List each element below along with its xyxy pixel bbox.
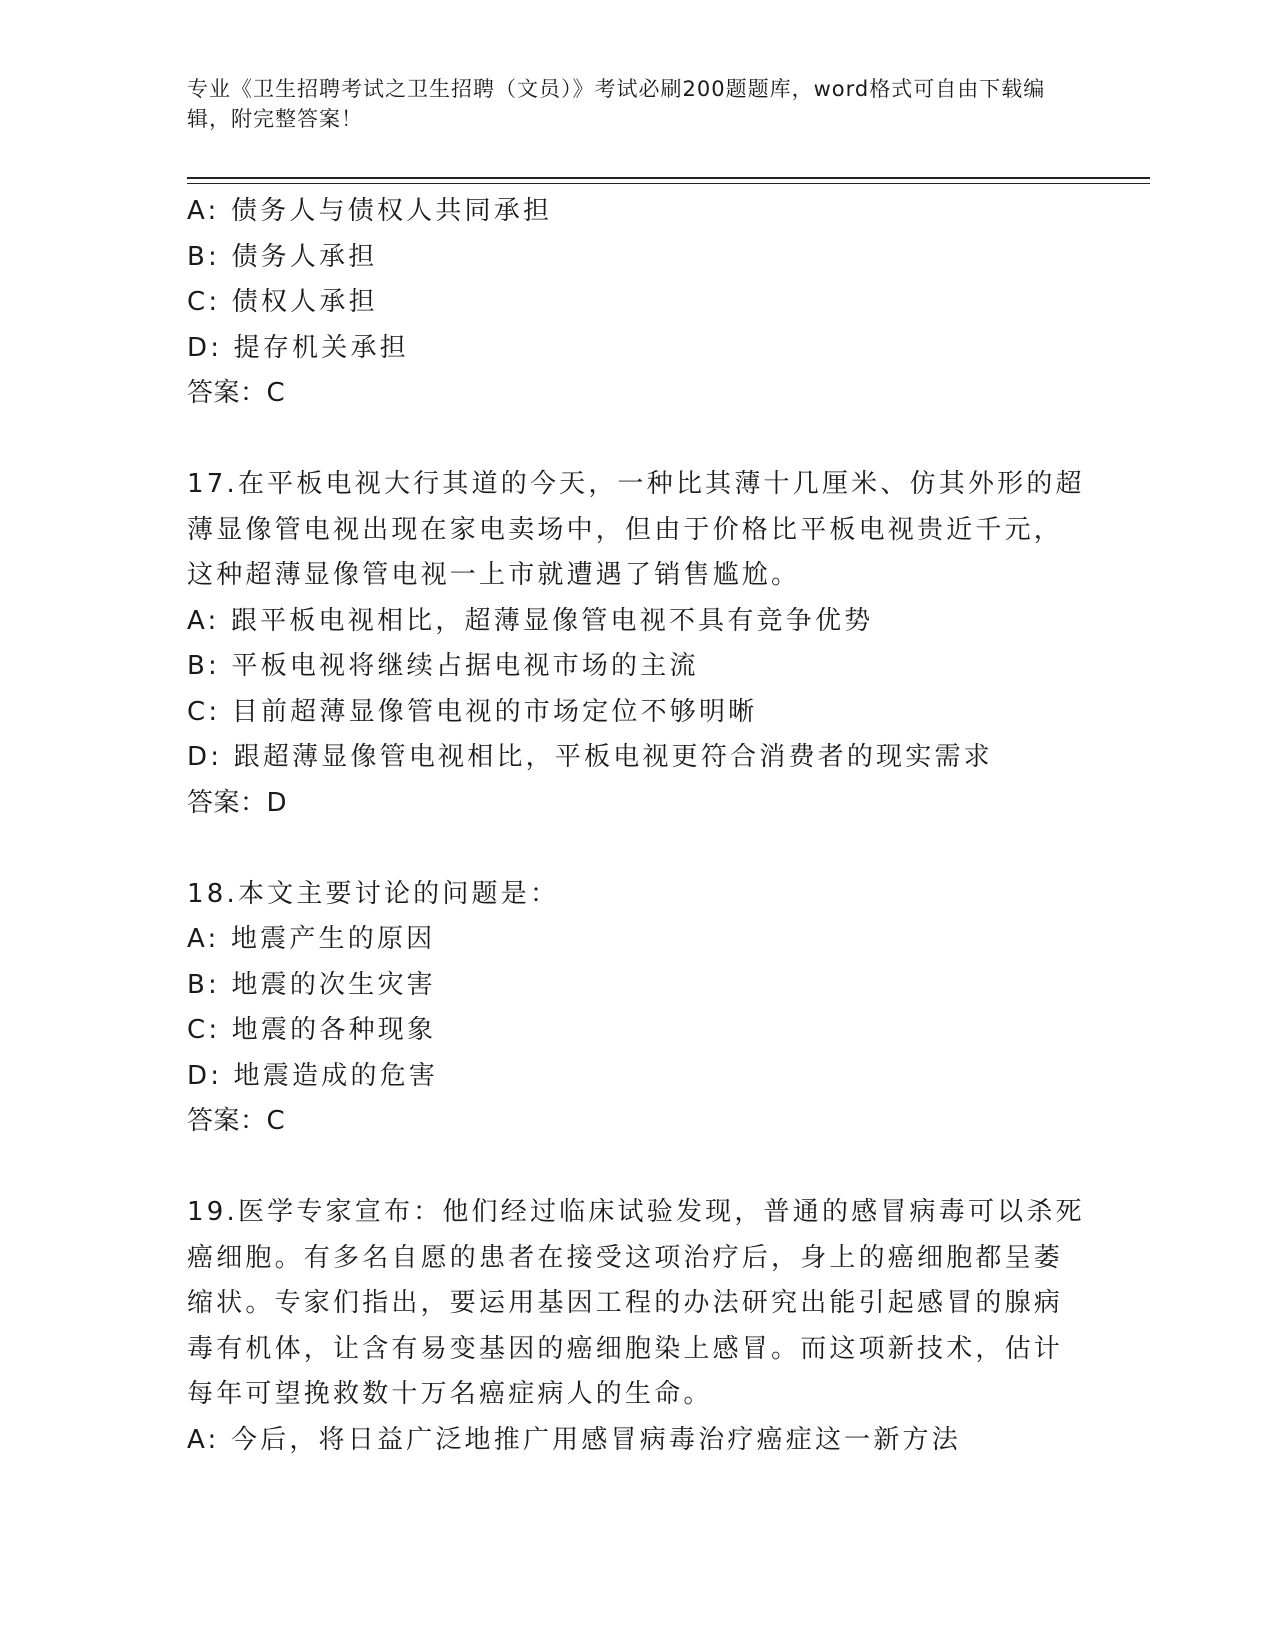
question-stem-line: 癌细胞。有多名自愿的患者在接受这项治疗后，身上的癌细胞都呈萎 bbox=[187, 1242, 1064, 1273]
option-a: A: 跟平板电视相比，超薄显像管电视不具有竞争优势 bbox=[187, 605, 874, 636]
header-rule-thick bbox=[187, 177, 1150, 179]
question-stem-line: 19.医学专家宣布：他们经过临床试验发现，普通的感冒病毒可以杀死 bbox=[187, 1197, 1085, 1227]
option-a: A: 今后，将日益广泛地推广用感冒病毒治疗癌症这一新方法 bbox=[187, 1424, 961, 1455]
answer-line: 答案：D bbox=[187, 787, 288, 818]
option-d: D: 地震造成的危害 bbox=[187, 1060, 439, 1091]
spacer bbox=[187, 417, 1087, 463]
question-stem-line: 18.本文主要讨论的问题是： bbox=[187, 878, 560, 909]
question-16 bbox=[187, 189, 1087, 417]
option-c: C: 债权人承担 bbox=[187, 287, 378, 317]
option-b: B: 平板电视将继续占据电视市场的主流 bbox=[187, 651, 699, 681]
question-19 bbox=[187, 1190, 1087, 1463]
question-stem-line: 17.在平板电视大行其道的今天，一种比其薄十几厘米、仿其外形的超 bbox=[187, 469, 1085, 499]
option-b: B: 地震的次生灾害 bbox=[187, 969, 436, 1000]
question-stem-line: 缩状。专家们指出，要运用基因工程的办法研究出能引起感冒的腺病 bbox=[187, 1288, 1064, 1318]
question-stem-line: 薄显像管电视出现在家电卖场中，但由于价格比平板电视贵近千元， bbox=[187, 514, 1064, 545]
option-b: B: 债务人承担 bbox=[187, 241, 378, 272]
option-a: A: 债务人与债权人共同承担 bbox=[187, 196, 553, 226]
question-18 bbox=[187, 872, 1087, 1145]
answer-line: 答案：C bbox=[187, 1106, 286, 1136]
option-c: C: 目前超薄显像管电视的市场定位不够明晰 bbox=[187, 696, 758, 727]
question-stem-line: 毒有机体，让含有易变基因的癌细胞染上感冒。而这项新技术，估计 bbox=[187, 1333, 1064, 1364]
question-17 bbox=[187, 462, 1087, 826]
question-stem-line: 这种超薄显像管电视一上市就遭遇了销售尴尬。 bbox=[187, 560, 801, 590]
answer-line: 答案：C bbox=[187, 378, 286, 408]
spacer bbox=[187, 1145, 1087, 1191]
document-header bbox=[187, 74, 1067, 134]
option-c: C: 地震的各种现象 bbox=[187, 1015, 437, 1045]
option-d: D: 提存机关承担 bbox=[187, 332, 409, 363]
spacer bbox=[187, 826, 1087, 872]
option-d: D: 跟超薄显像管电视相比，平板电视更符合消费者的现实需求 bbox=[187, 742, 993, 772]
option-a: A: 地震产生的原因 bbox=[187, 924, 436, 954]
question-list bbox=[187, 189, 1087, 1463]
header-title: 专业《卫生招聘考试之卫生招聘（文员）》考试必刷200题题库，word格式可自由下载编辑，附完整答案！ bbox=[187, 77, 1046, 131]
question-stem-line: 每年可望挽救数十万名癌症病人的生命。 bbox=[187, 1379, 713, 1409]
header-rule-thin bbox=[187, 183, 1150, 184]
